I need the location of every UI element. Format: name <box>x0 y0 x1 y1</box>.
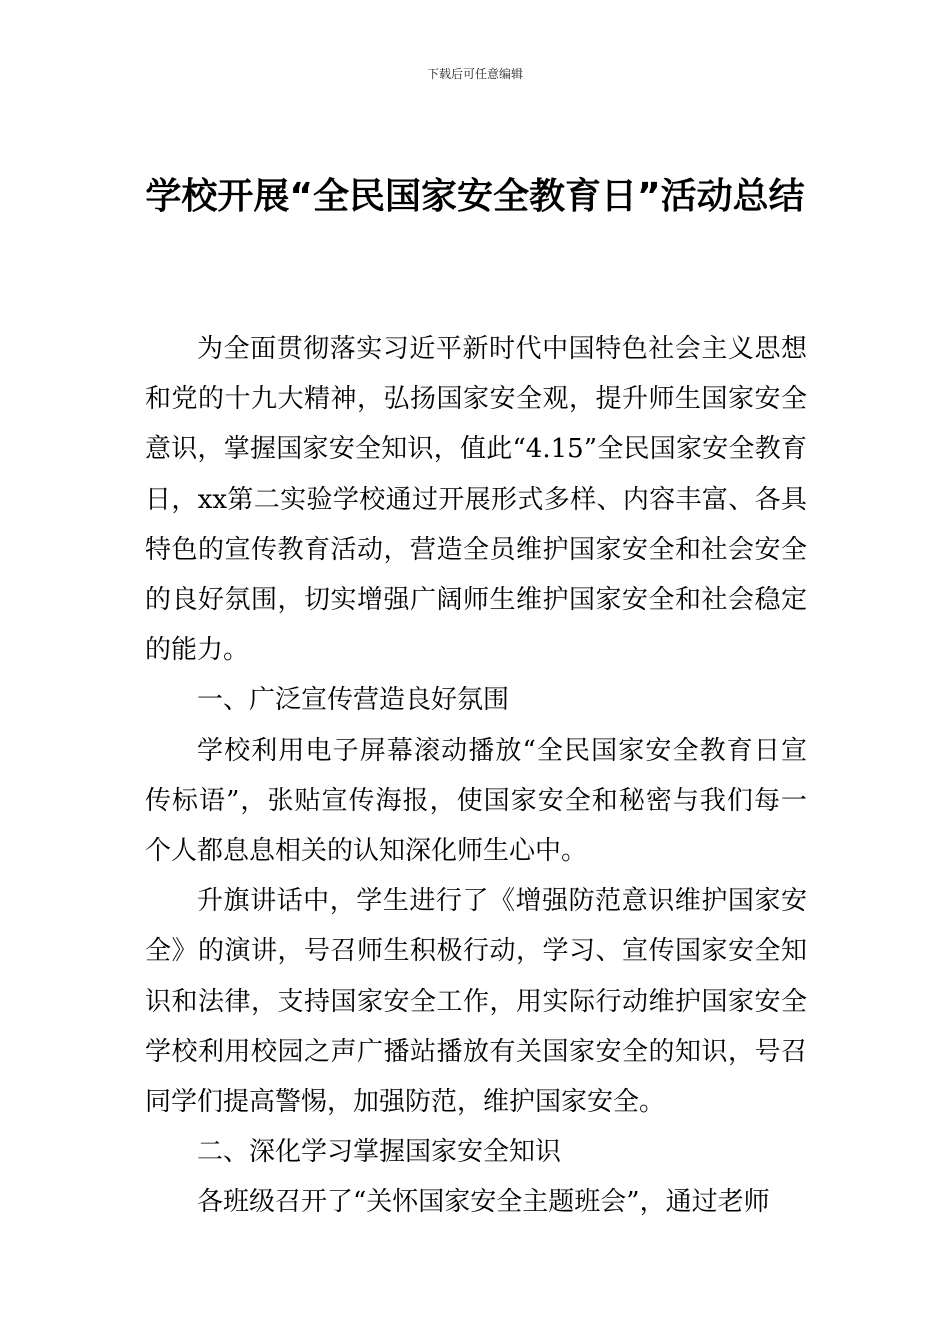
body-paragraph: 各班级召开了“关怀国家安全主题班会”，通过老师 <box>197 1187 770 1218</box>
document-title: 学校开展“全民国家安全教育日”活动总结 <box>145 176 805 217</box>
body-paragraph: 学校利用电子屏幕滚动播放“全民国家安全教育日宣传标语”，张贴宣传海报，使国家安全和秘密与我们每一个人都息息相关的认知深化师生心中。 <box>145 735 807 867</box>
intro-paragraph: 为全面贯彻落实习近平新时代中国特色社会主义思想和党的十九大精神，弘扬国家安全观，提升师生国家安全意识，掌握国家安全知识，值此“4.15”全民国家安全教育日，xx第二实验学校通过开展形式多样、内容丰富、各具特色的宣传教育活动，营造全员维护国家安全和社会安全的良好氛围，切实增强广阔师生维护国家安全和社会稳定的能力。 <box>145 334 807 666</box>
section-heading-2: 二、深化学习掌握国家安全知识 <box>197 1137 562 1168</box>
header-note: 下载后可任意编辑 <box>426 67 523 81</box>
document-body <box>145 324 807 1228</box>
section-heading-1: 一、广泛宣传营造良好氛围 <box>197 685 510 716</box>
body-paragraph: 升旗讲话中，学生进行了《增强防范意识维护国家安全》的演讲，号召师生积极行动，学习、宣传国家安全知识和法律，支持国家安全工作，用实际行动维护国家安全学校利用校园之声广播站播放有关国家安全的知识，号召同学们提高警惕，加强防范，维护国家安全。 <box>145 886 807 1118</box>
